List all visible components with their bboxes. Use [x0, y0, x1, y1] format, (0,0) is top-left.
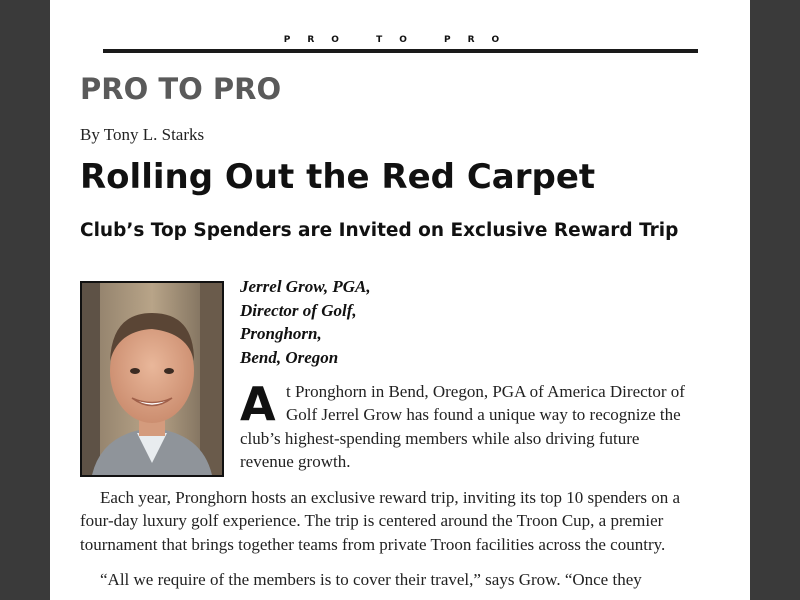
paragraph-2-line: four-day luxury golf experience. The trip is centered around the Troon Cup, a premier [80, 511, 664, 530]
article-page [50, 0, 750, 600]
paragraph-3-line: “All we require of the members is to cover their travel,” says Grow. “Once they [100, 570, 642, 589]
paragraph-1-line: club’s highest-spending members while also driving future [240, 429, 640, 448]
paragraph-1-line: revenue growth. [240, 452, 351, 471]
paragraph-2-line: Each year, Pronghorn hosts an exclusive reward trip, inviting its top 10 spenders on a [100, 488, 681, 507]
header-rule [103, 49, 698, 53]
photo-caption [240, 275, 371, 369]
caption-line: Pronghorn, [240, 324, 322, 343]
section-title: PRO TO PRO [80, 72, 282, 106]
paragraph-1-line: t Pronghorn in Bend, Oregon, PGA of America Director of [286, 382, 685, 401]
paragraph-2-line: tournament that brings together teams from private Troon facilities across the country. [80, 535, 666, 554]
paragraph-1-line: Golf Jerrel Grow has found a unique way to recognize the [286, 405, 681, 424]
caption-line: Jerrel Grow, PGA, [240, 277, 371, 296]
caption-line: Bend, Oregon [240, 347, 339, 367]
caption-line: Director of Golf, [240, 300, 357, 320]
drop-cap: A [240, 377, 276, 431]
author-photo [80, 281, 224, 477]
byline: By Tony L. Starks [80, 125, 205, 144]
subhead: Club’s Top Spenders are Invited on Exclusive Reward Trip [80, 220, 679, 241]
running-head: PRO TO PRO [283, 35, 517, 45]
headline: Rolling Out the Red Carpet [80, 157, 596, 197]
